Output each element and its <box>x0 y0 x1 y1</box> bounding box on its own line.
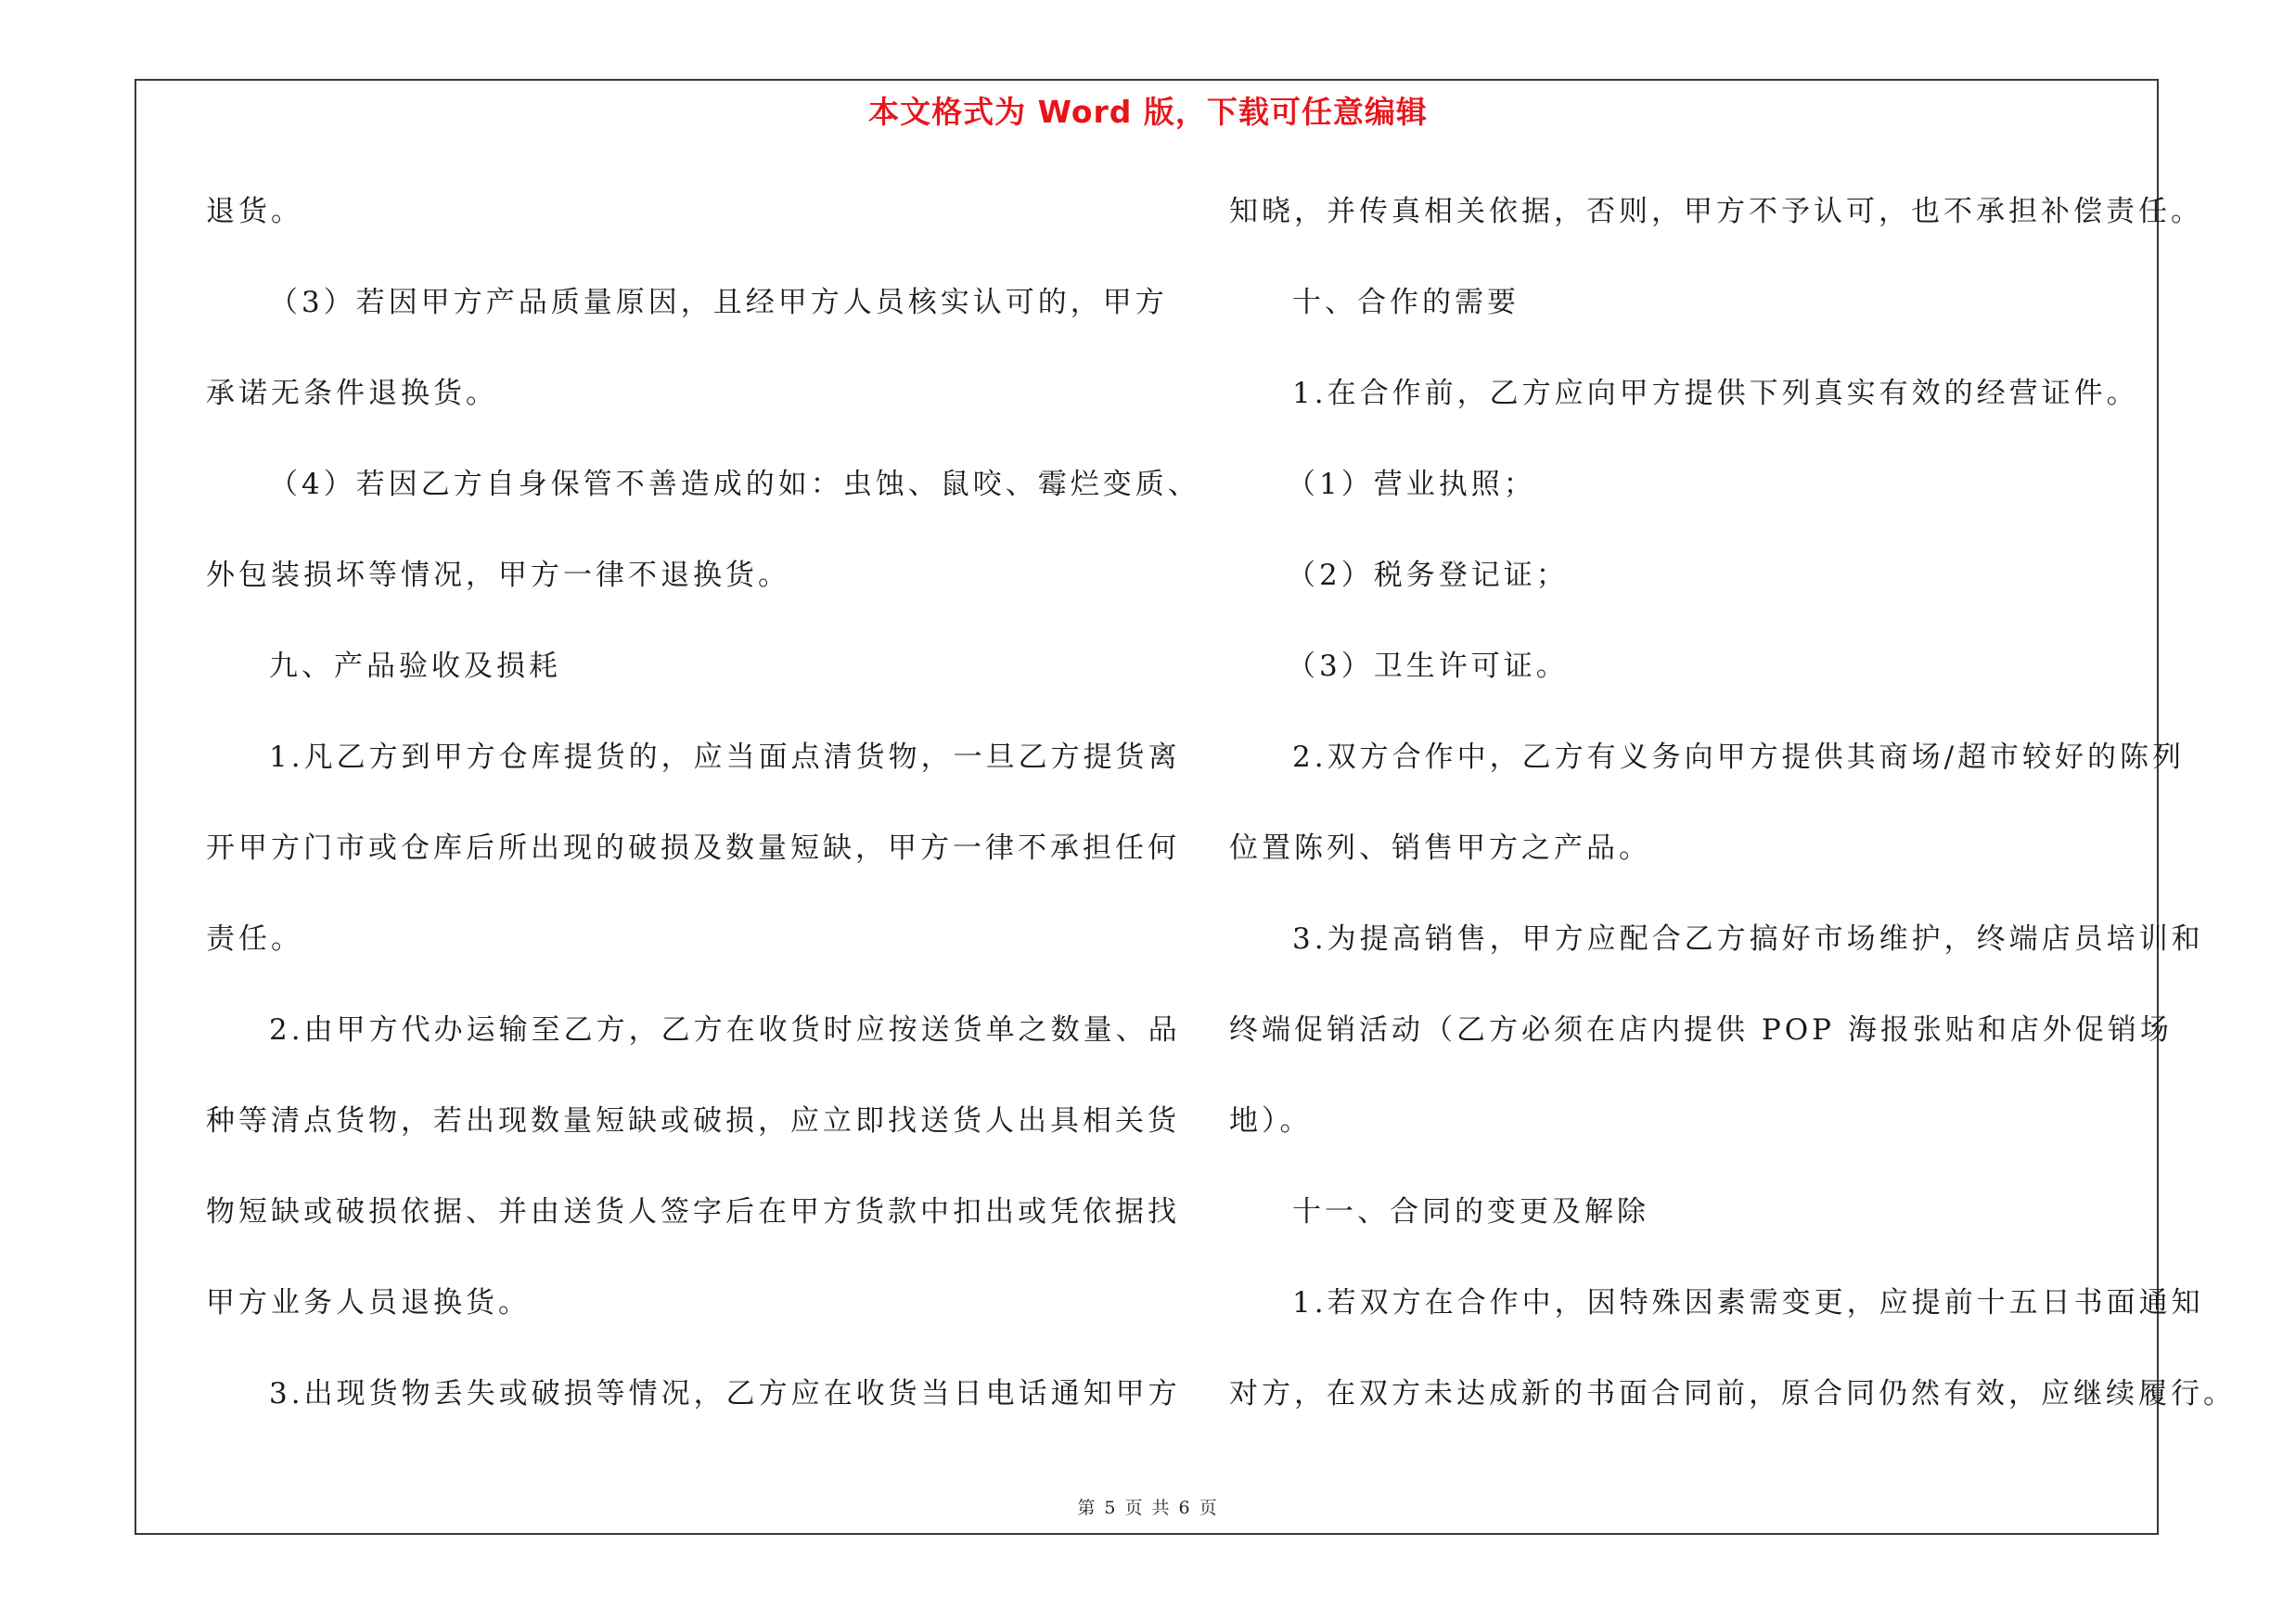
section-heading: 九、产品验收及损耗 <box>269 650 561 683</box>
paragraph-line: 知晓，并传真相关依据，否则，甲方不予认可，也不承担补偿责任。 <box>1229 195 2203 228</box>
paragraph-line: 3.出现货物丢失或破损等情况，乙方应在收货当日电话通知甲方 <box>269 1377 1181 1410</box>
page-header-title: 本文格式为 Word 版，下载可任意编辑 <box>868 94 1428 130</box>
paragraph-line: 甲方业务人员退换货。 <box>206 1286 531 1320</box>
paragraph-line: 位置陈列、销售甲方之产品。 <box>1229 831 1651 865</box>
section-heading: 十、合作的需要 <box>1292 286 1520 319</box>
paragraph-line: 开甲方门市或仓库后所出现的破损及数量短缺，甲方一律不承担任何 <box>206 831 1180 865</box>
paragraph-line: 1.凡乙方到甲方仓库提货的，应当面点清货物，一旦乙方提货离 <box>269 741 1181 774</box>
paragraph-line: 地）。 <box>1229 1104 1313 1138</box>
paragraph-line: 2.双方合作中，乙方有义务向甲方提供其商场/超市较好的陈列 <box>1292 741 2186 774</box>
list-item: （1）营业执照； <box>1287 468 1536 501</box>
list-item: （3）卫生许可证。 <box>1287 650 1569 683</box>
paragraph-line: 1.若双方在合作中，因特殊因素需变更，应提前十五日书面通知 <box>1292 1286 2204 1320</box>
paragraph-line: 对方，在双方未达成新的书面合同前，原合同仍然有效，应继续履行。 <box>1229 1377 2236 1410</box>
paragraph-line: 1.在合作前，乙方应向甲方提供下列真实有效的经营证件。 <box>1292 377 2139 410</box>
paragraph-line: （3）若因甲方产品质量原因，且经甲方人员核实认可的，甲方 <box>269 286 1168 319</box>
paragraph-line: （4）若因乙方自身保管不善造成的如：虫蚀、鼠咬、霉烂变质、 <box>269 468 1200 501</box>
paragraph-line: 物短缺或破损依据、并由送货人签字后在甲方货款中扣出或凭依据找 <box>206 1195 1180 1229</box>
paragraph-line: 种等清点货物，若出现数量短缺或破损，应立即找送货人出具相关货 <box>206 1104 1180 1138</box>
list-item: （2）税务登记证； <box>1287 559 1569 592</box>
paragraph-line: 2.由甲方代办运输至乙方，乙方在收货时应按送货单之数量、品 <box>269 1013 1181 1047</box>
paragraph-line: 承诺无条件退换货。 <box>206 377 498 410</box>
paragraph-line: 责任。 <box>206 922 303 956</box>
paragraph-line: 外包装损坏等情况，甲方一律不退换货。 <box>206 559 790 592</box>
paragraph-line: 退货。 <box>206 195 303 228</box>
paragraph-line: 终端促销活动（乙方必须在店内提供 POP 海报张贴和店外促销场 <box>1229 1013 2173 1047</box>
left-column <box>206 182 1200 1455</box>
right-column <box>1229 182 2236 1455</box>
paragraph-line: 3.为提高销售，甲方应配合乙方搞好市场维护，终端店员培训和 <box>1292 922 2204 956</box>
page-number: 第 5 页 共 6 页 <box>1077 1498 1219 1518</box>
section-heading: 十一、合同的变更及解除 <box>1292 1195 1649 1229</box>
